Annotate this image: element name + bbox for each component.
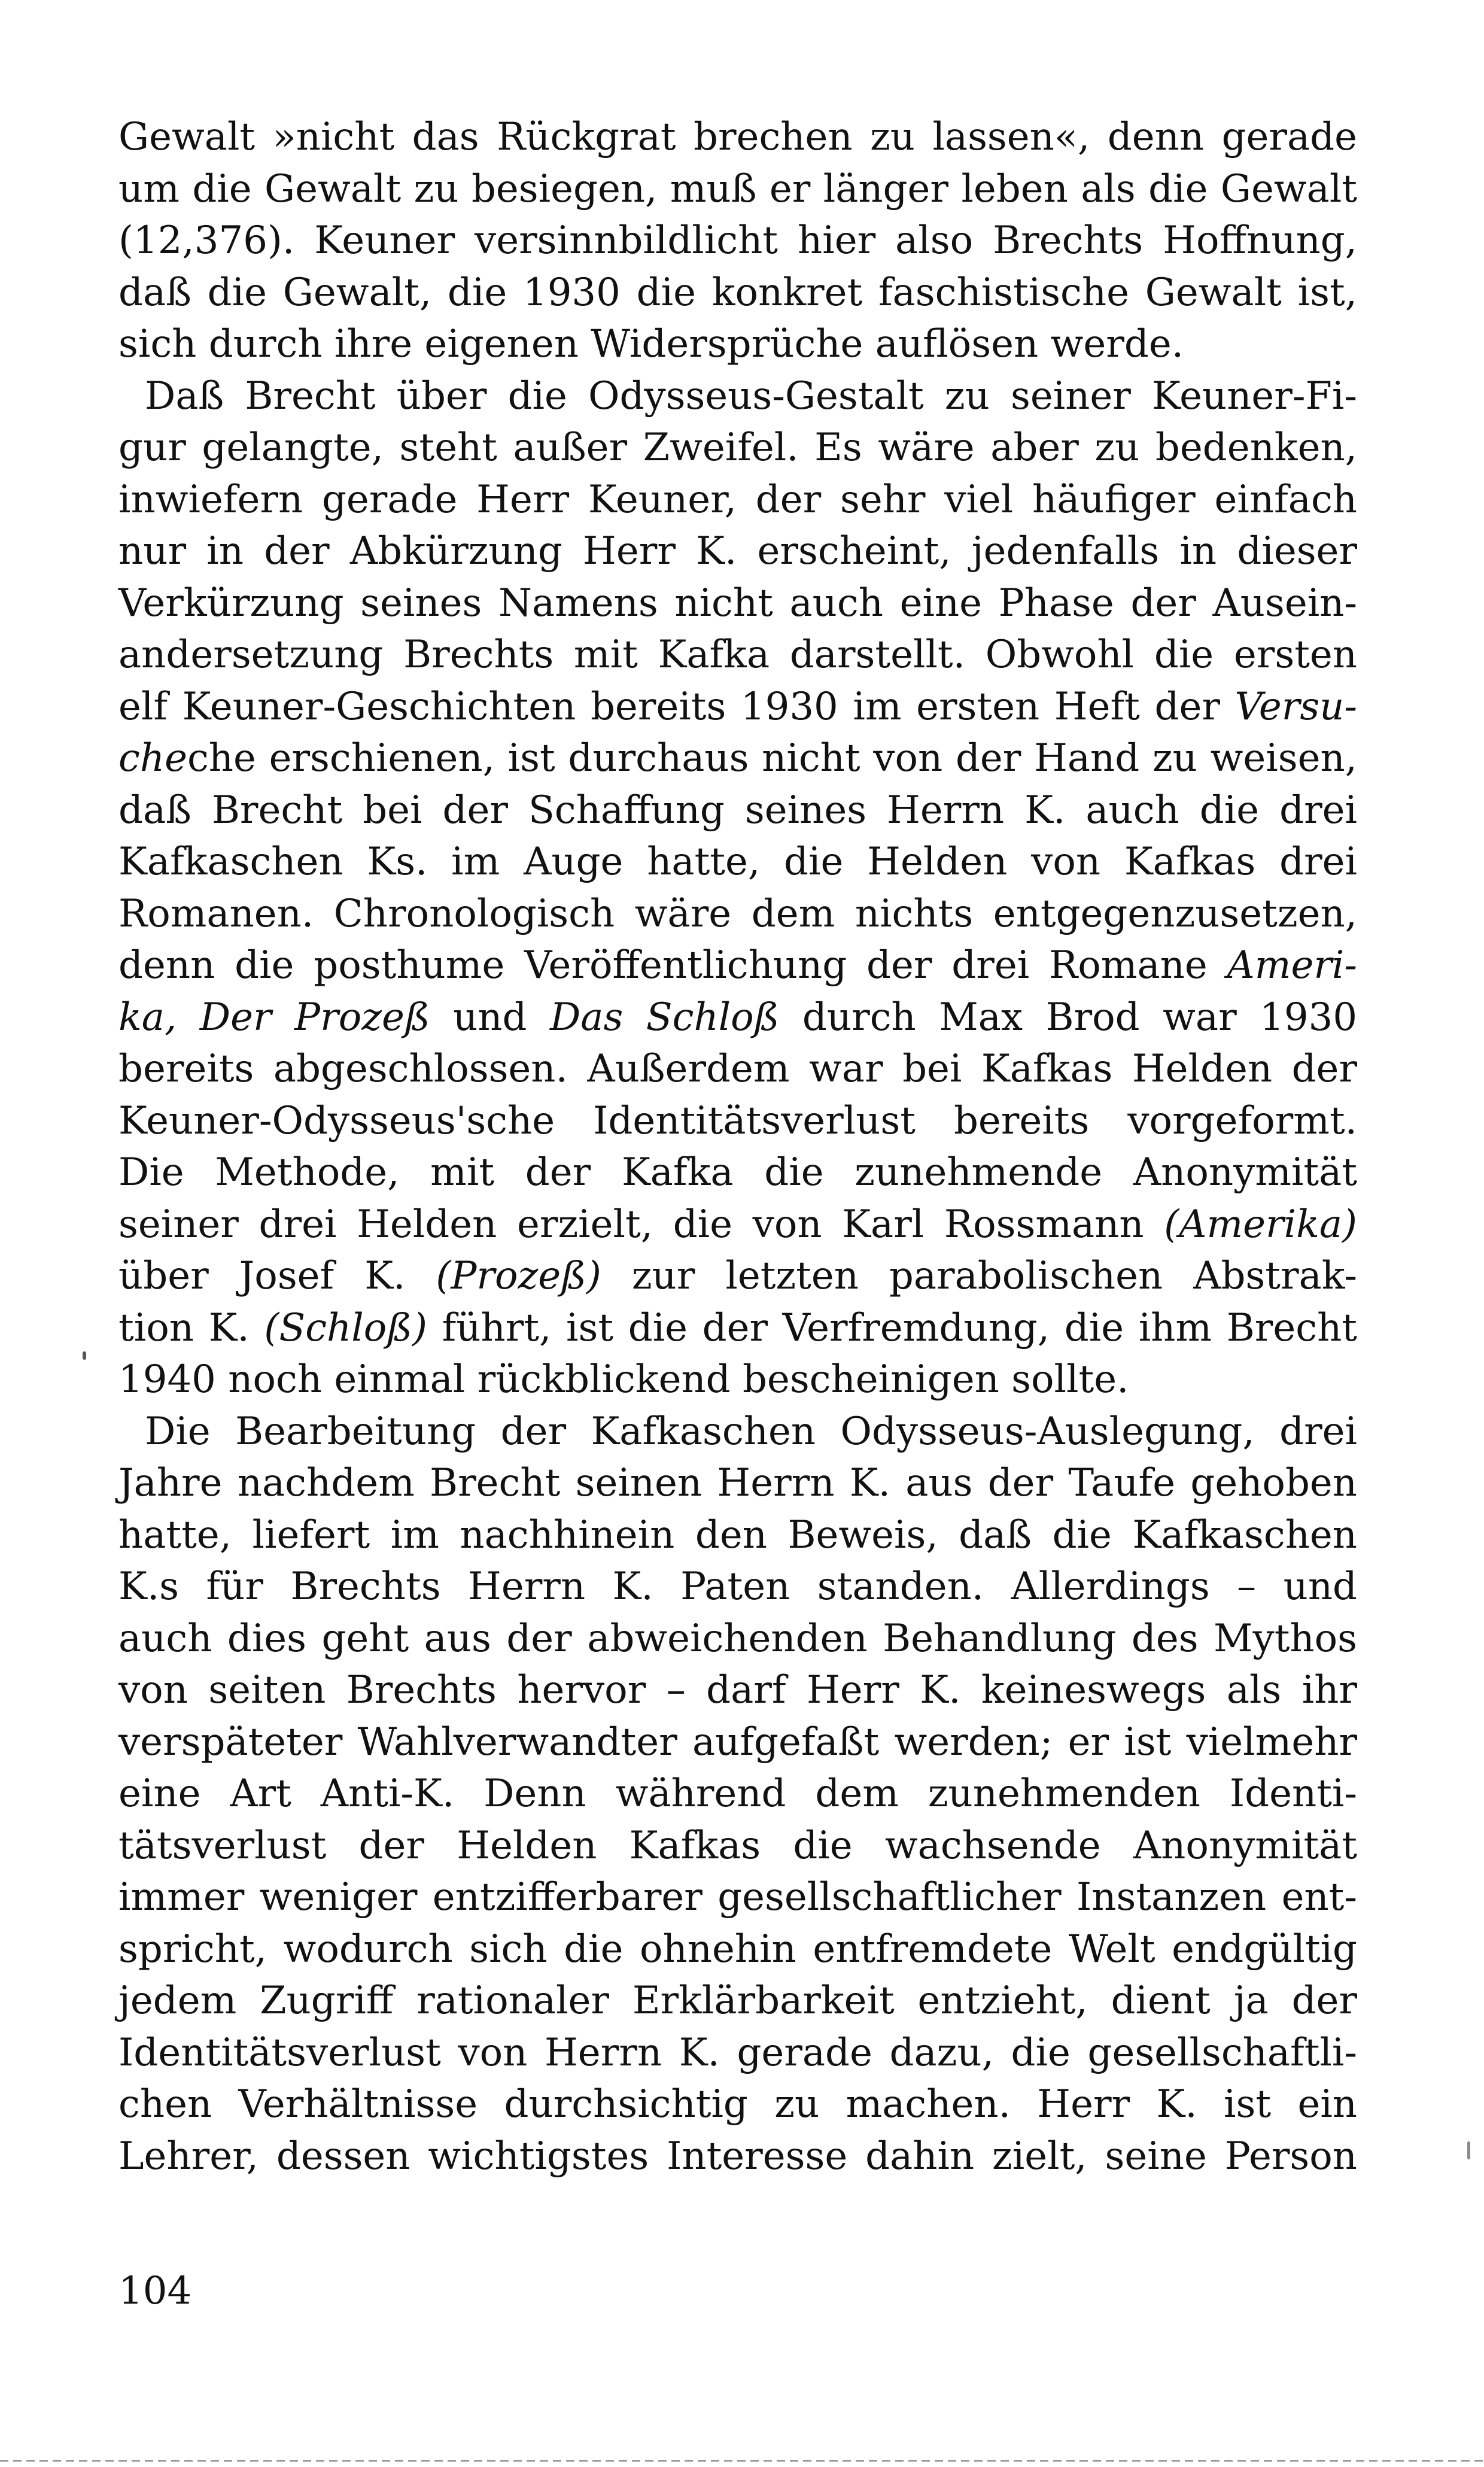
- text-line: Kafkaschen Ks. im Auge hatte, die Helden von Kafkas drei: [118, 840, 1357, 884]
- text-run: seiner drei Helden erzielt, die von Karl Rossmann: [118, 1202, 1164, 1247]
- body-text: [118, 111, 1357, 2182]
- text-run: denn die posthume Veröffentlichung der drei Romane: [118, 943, 1227, 988]
- text-line: sich durch ihre eigenen Widersprüche auflösen werde.: [118, 322, 1184, 366]
- italic-title: Ameri-: [1227, 943, 1357, 988]
- text-line: tätsverlust der Helden Kafkas die wachsende Anonymität: [118, 1823, 1357, 1868]
- text-line: von seiten Brechts hervor – darf Herr K. keineswegs als ihr: [118, 1668, 1357, 1712]
- scan-speck: [1467, 2141, 1470, 2159]
- text-line: immer weniger entzifferbarer gesellschaftlicher Instanzen ent-: [118, 1875, 1357, 1919]
- text-line: [118, 1302, 1357, 1354]
- text-line: [118, 992, 1357, 1044]
- text-line: spricht, wodurch sich die ohnehin entfremdete Welt endgültig: [118, 1927, 1357, 1971]
- italic-title: (Prozeß): [436, 1254, 601, 1298]
- text-run: elf Keuner-Geschichten bereits 1930 im ersten Heft der: [118, 684, 1235, 729]
- text-line: Identitätsverlust von Herrn K. gerade dazu, die gesellschaftli-: [118, 2030, 1357, 2075]
- text-line: (12,376). Keuner versinnbildlicht hier also Brechts Hoffnung,: [118, 218, 1357, 263]
- text-line: [118, 1250, 1357, 1302]
- text-run: führt, ist die der Verfremdung, die ihm Brecht: [427, 1305, 1357, 1350]
- text-line: auch dies geht aus der abweichenden Behandlung des Mythos: [118, 1616, 1357, 1661]
- text-line: nur in der Abkürzung Herr K. erscheint, jedenfalls in dieser: [118, 529, 1357, 573]
- text-line: Gewalt »nicht das Rückgrat brechen zu lassen«, denn gerade: [118, 115, 1357, 159]
- text-line: daß die Gewalt, die 1930 die konkret faschistische Gewalt ist,: [118, 270, 1357, 315]
- text-run: durch Max Brod war 1930: [779, 995, 1358, 1040]
- text-line: daß Brecht bei der Schaffung seines Herrn K. auch die drei: [118, 788, 1357, 833]
- text-run: über Josef K.: [118, 1254, 436, 1298]
- text-line: Daß Brecht über die Odysseus-Gestalt zu seiner Keuner-Fi-: [145, 373, 1357, 418]
- text-line: Verkürzung seines Namens nicht auch eine Phase der Ausein-: [118, 581, 1357, 625]
- scan-speck: [83, 1351, 86, 1360]
- text-line: bereits abgeschlossen. Außerdem war bei Kafkas Helden der: [118, 1047, 1357, 1091]
- text-run: tion K.: [118, 1305, 264, 1350]
- text-line: [118, 681, 1357, 733]
- text-line: K.s für Brechts Herrn K. Paten standen. Allerdings – und: [118, 1564, 1357, 1609]
- text-run: und: [430, 995, 550, 1040]
- text-line: um die Gewalt zu besiegen, muß er länger leben als die Gewalt: [118, 166, 1357, 211]
- text-line: chen Verhältnisse durchsichtig zu machen. Herr K. ist ein: [118, 2082, 1357, 2126]
- text-run: zur letzten parabolischen Abstrak-: [601, 1254, 1358, 1298]
- text-run: che erschienen, ist durchaus nicht von der Hand zu weisen,: [187, 736, 1357, 780]
- text-line: inwiefern gerade Herr Keuner, der sehr viel häufiger einfach: [118, 477, 1357, 522]
- text-line: Lehrer, dessen wichtigstes Interesse dahin zielt, seine Person: [118, 2134, 1357, 2179]
- text-line: Romanen. Chronologisch wäre dem nichts entgegenzusetzen,: [118, 891, 1357, 936]
- text-line: jedem Zugriff rationaler Erklärbarkeit entzieht, dient ja der: [118, 1979, 1357, 2023]
- page-number: 104: [118, 2269, 192, 2313]
- text-line: andersetzung Brechts mit Kafka darstellt. Obwohl die ersten: [118, 633, 1357, 677]
- italic-title: (Schloß): [264, 1305, 427, 1350]
- text-line: gur gelangte, steht außer Zweifel. Es wäre aber zu bedenken,: [118, 426, 1357, 470]
- text-line: Die Methode, mit der Kafka die zunehmende Anonymität: [118, 1150, 1357, 1195]
- italic-title: che: [118, 736, 187, 780]
- text-line: Keuner-Odysseus'sche Identitätsverlust bereits vorgeformt.: [118, 1098, 1357, 1143]
- italic-title: (Amerika): [1164, 1202, 1357, 1247]
- text-line: [118, 1199, 1357, 1251]
- italic-title: Das Schloß: [549, 995, 780, 1040]
- text-line: [118, 940, 1357, 992]
- text-line: Jahre nachdem Brecht seinen Herrn K. aus der Taufe gehoben: [118, 1461, 1357, 1505]
- text-line: eine Art Anti-K. Denn während dem zunehmenden Identi-: [118, 1772, 1357, 1816]
- scan-edge-rule: [0, 2460, 1484, 2462]
- text-line: verspäteter Wahlverwandter aufgefaßt werden; er ist vielmehr: [118, 1719, 1357, 1764]
- italic-title: ka, Der Prozeß: [118, 995, 430, 1040]
- text-line: hatte, liefert im nachhinein den Beweis, daß die Kafkaschen: [118, 1512, 1357, 1557]
- text-line: Die Bearbeitung der Kafkaschen Odysseus-Auslegung, drei: [145, 1409, 1357, 1454]
- text-line: [118, 733, 1357, 785]
- text-line: 1940 noch einmal rückblickend bescheinigen sollte.: [118, 1357, 1129, 1402]
- italic-title: Versu-: [1234, 684, 1357, 729]
